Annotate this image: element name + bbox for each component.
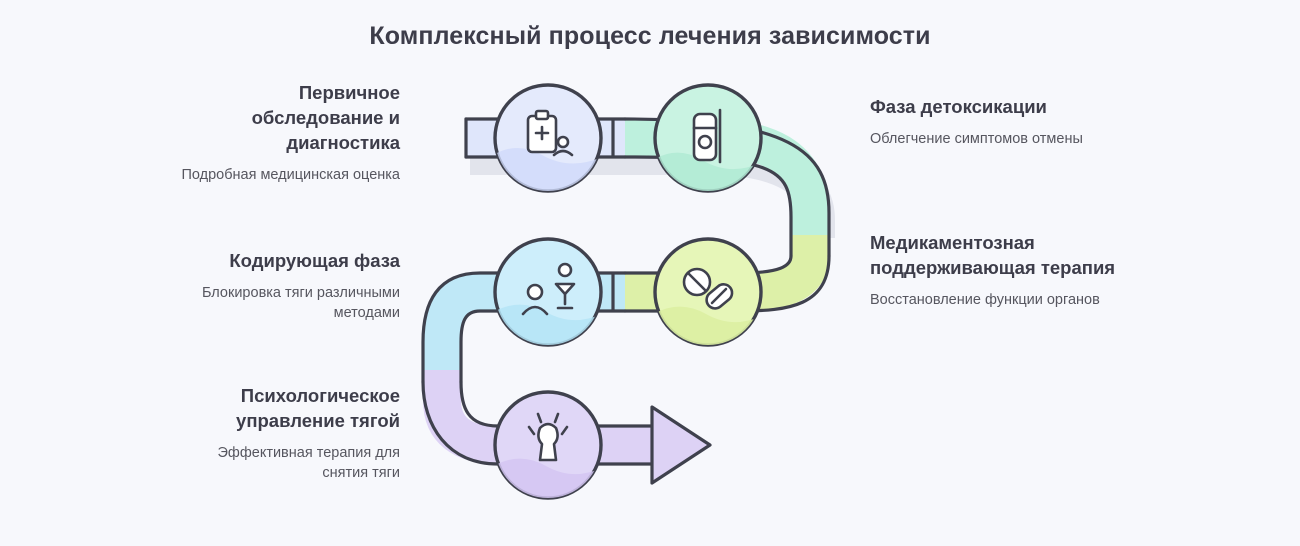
label-desc-detox: Облегчение симптомов отмены bbox=[870, 131, 1083, 147]
node-coding[interactable] bbox=[482, 239, 612, 368]
process-flow-diagram bbox=[420, 70, 880, 510]
label-title-detox: Фаза детоксикации bbox=[870, 96, 1047, 117]
label-title-psychological: Психологическое управление тягой bbox=[236, 385, 400, 431]
page-title: Комплексный процесс лечения зависимости bbox=[369, 22, 931, 50]
node-assessment[interactable] bbox=[480, 85, 610, 213]
node-psychological[interactable] bbox=[482, 392, 612, 510]
label-block-detox bbox=[870, 94, 1130, 149]
label-desc-coding: Блокировка тяги различными методами bbox=[201, 285, 400, 321]
label-desc-psychological: Эффективная терапия для снятия тяги bbox=[217, 445, 400, 481]
label-title-medication: Медикаментозная поддерживающая терапия bbox=[870, 232, 1116, 278]
label-title-assessment: Первичное обследование и диагностика bbox=[251, 82, 400, 153]
node-medication[interactable] bbox=[642, 239, 772, 370]
arrow-right-icon bbox=[652, 407, 710, 483]
iv-drip-icon bbox=[694, 110, 720, 162]
label-desc-medication: Восстановление функции органов bbox=[870, 292, 1100, 308]
label-desc-assessment: Подробная медицинская оценка bbox=[181, 167, 400, 183]
label-title-coding: Кодирующая фаза bbox=[229, 250, 400, 271]
node-detox[interactable] bbox=[640, 85, 772, 216]
label-block-medication bbox=[870, 230, 1130, 310]
label-block-assessment bbox=[170, 80, 400, 185]
label-block-coding bbox=[170, 248, 400, 323]
label-block-psychological bbox=[170, 383, 400, 483]
